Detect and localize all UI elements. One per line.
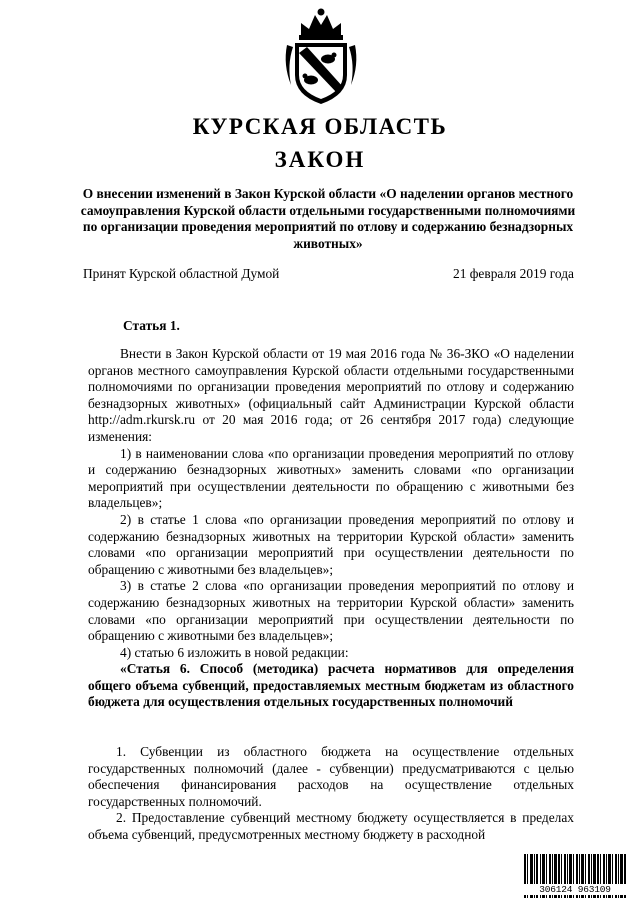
article-point: 2. Предоставление субвенций местному бюджету осуществляется в пределах объема субвенций, предусмотренных местному бюджету в расходной [88,810,574,842]
law-subtitle: О внесении изменений в Закон Курской области «О наделении органов местного самоуправления Курской области отдельными государственными полномочиями по организации проведения мероприятий по отлову и содержанию безнадзорных животных» [80,186,576,251]
article-point: 1. Субвенции из областного бюджета на осуществление отдельных государственных полномочий (далее - субвенции) предусматриваются с целью обеспечения финансирования расходов на осуществление отдельных государственных полномочий. [88,744,574,809]
adopted-by: Принят Курской областной Думой [83,266,280,281]
article-body [88,346,574,711]
article-paragraph: 2) в статье 1 слова «по организации проведения мероприятий по отлову и содержанию безнадзорных животных на территории Курской области» заменить словами «по организации мероприятий при осуществлении деятельности по обращению с животными без владельцев»; [88,511,574,577]
article-paragraph: 3) в статье 2 слова «по организации проведения мероприятий по отлову и содержанию безнадзорных животных на территории Курской области» заменить словами «по организации мероприятий при осуществлении деятельности по обращению с животными без владельцев»; [88,578,574,644]
coat-of-arms-icon [281,5,361,106]
adopted-date: 21 февраля 2019 года [453,266,574,281]
article-6-heading: «Статья 6. Способ (методика) расчета нормативов для определения общего объема субвенций, предоставляемых местным бюджетам из областного бюджета для осуществления отдельных государственных полномочий [88,661,574,710]
article-heading: Статья 1. [123,318,180,333]
article-paragraph: 4) статью 6 изложить в новой редакции: [120,644,349,660]
law-title: ЗАКОН [274,147,366,172]
region-title: КУРСКАЯ ОБЛАСТЬ [192,114,448,139]
article-paragraph: 1) в наименовании слова «по организации проведения мероприятий по отлову и содержанию безнадзорных животных» заменить словами «по организации мероприятий при осуществлении деятельности по обращению с животными без владельцев»; [88,445,574,511]
article-paragraph: Внести в Закон Курской области от 19 мая 2016 года № 36-ЗКО «О наделении органов местного самоуправления Курской области отдельными государственными полномочиями по организации проведения мероприятий по отлову и содержанию безнадзорных животных» (официальный сайт Администрации Курской области http://adm.rkursk.ru от 20 мая 2016 года; от 26 сентября 2017 года) следующие изменения: [88,346,574,444]
article-6-points [88,744,574,844]
barcode-number: 306124 963109 [524,884,626,895]
